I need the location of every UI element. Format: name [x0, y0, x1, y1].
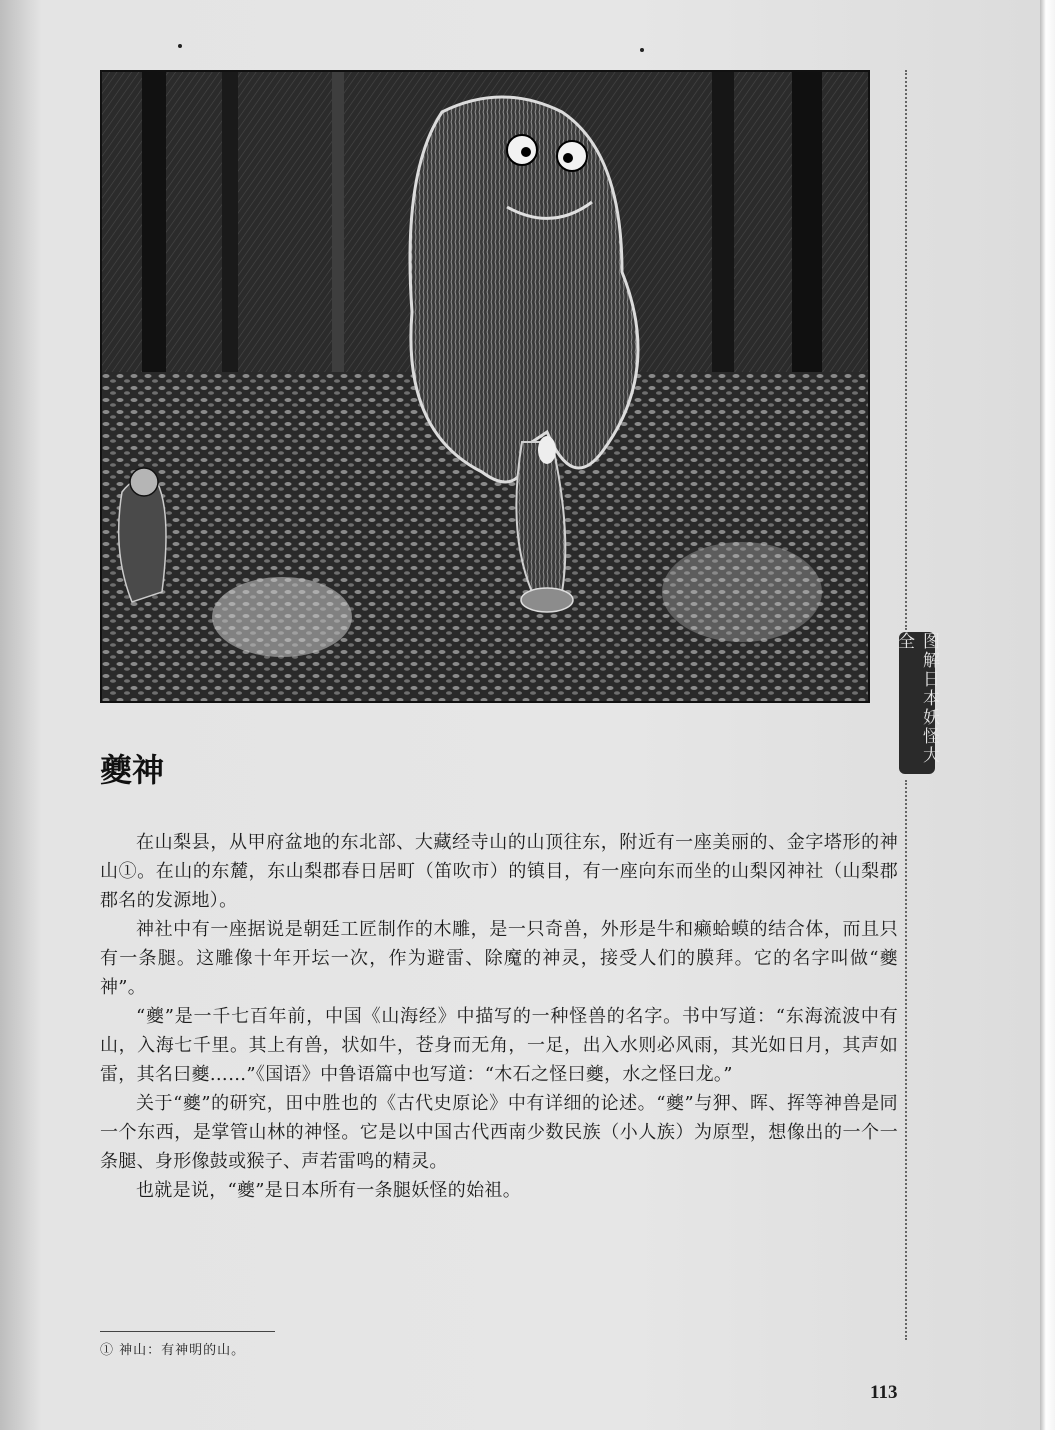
- paragraph: 也就是说，“夔”是日本所有一条腿妖怪的始祖。: [136, 1180, 522, 1201]
- illustration-forest-monster: [100, 70, 870, 703]
- article-title: 夔神: [100, 751, 165, 789]
- side-rule-top: [905, 70, 907, 630]
- footnote: ① 神山：有神明的山。: [100, 1343, 246, 1358]
- paragraph: 神社中有一座据说是朝廷工匠制作的木雕，是一只奇兽，外形是牛和癞蛤蟆的结合体，而且只有一条腿。这雕像十年开坛一次，作为避雷、除魔的神灵，接受人们的膜拜。它的名字叫做“夔神”。: [100, 919, 898, 998]
- paragraph: “夔”是一千七百年前，中国《山海经》中描写的一种怪兽的名字。书中写道：“东海流波中有山，入海七千里。其上有兽，状如牛，苍身而无角，一足，出入水则必风雨，其光如日月，其声如雷，其名曰夔……”《国语》中鲁语篇中也写道：“木石之怪曰夔，水之怪曰龙。”: [100, 1006, 898, 1085]
- print-mark: [178, 44, 182, 48]
- page-edge: [1040, 0, 1055, 1430]
- paragraph: 在山梨县，从甲府盆地的东北部、大藏经寺山的山顶往东，附近有一座美丽的、金字塔形的神山①。在山的东麓，东山梨郡春日居町（笛吹市）的镇目，有一座向东而坐的山梨冈神社（山梨郡郡名的发源地）。: [100, 832, 898, 911]
- footnote-rule: [100, 1331, 275, 1332]
- paragraph: 关于“夔”的研究，田中胜也的《古代史原论》中有详细的论述。“夔”与狎、晖、挥等神兽是同一个东西，是掌管山林的神怪。它是以中国古代西南少数民族（小人族）为原型，想像出的一个一条腿、身形像鼓或猴子、声若雷鸣的精灵。: [100, 1093, 898, 1172]
- print-mark: [640, 48, 644, 52]
- article-body: [100, 828, 898, 1205]
- book-title-tab: 图解日本妖怪大全: [899, 632, 935, 774]
- page-number: 113: [870, 1382, 898, 1403]
- side-rule-bottom: [905, 780, 907, 1340]
